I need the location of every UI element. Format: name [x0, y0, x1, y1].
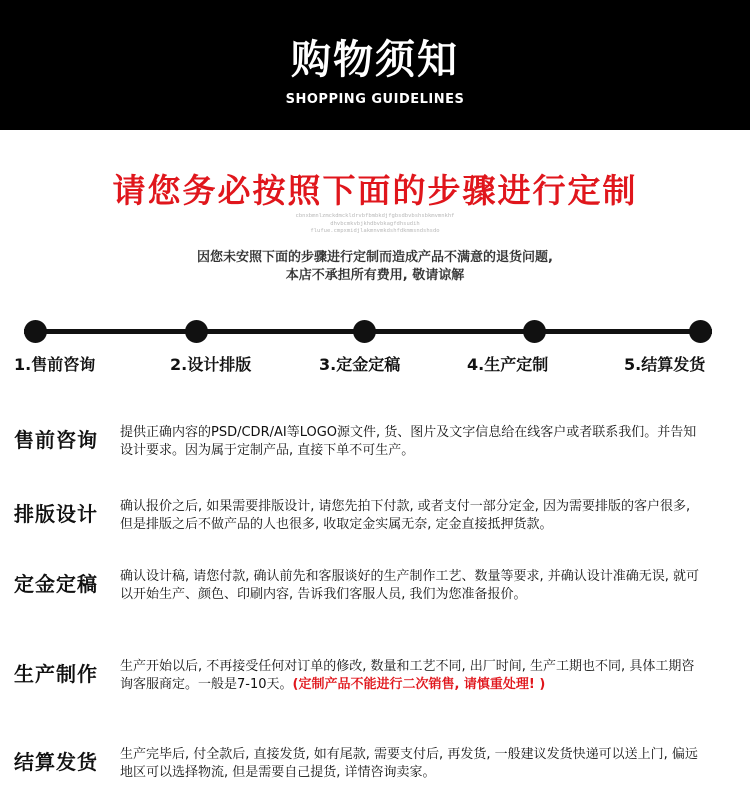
page-title: 购物须知	[291, 36, 459, 83]
warning-text: (定制产品不能进行二次销售, 请慎重处理! )	[292, 677, 546, 692]
headline: 请您务必按照下面的步骤进行定制	[112, 171, 638, 210]
step-timeline	[24, 320, 712, 344]
section-body: 提供正确内容的PSD/CDR/AI等LOGO源文件, 货、图片及文字信息给在线客户或者联系我们。并告知设计要求。因为属于定制产品, 直接下单不可生产。	[120, 425, 697, 458]
filler-line: dhvbcmkvbjkhdbvbkagfdhsudih	[330, 220, 420, 227]
section-body: 确认设计稿, 请您付款, 确认前先和客服谈好的生产制作工艺、数量等要求, 并确认设计准确无误, 就可以开始生产、颜色、印刷内容, 告诉我们客服人员, 我们为您准备报价。	[120, 569, 700, 602]
notice-line: 因您未安照下面的步骤进行定制而造成产品不满意的退货问题,	[197, 250, 553, 265]
step-label: 1.售前咨询	[14, 355, 96, 374]
step-label: 2.设计排版	[170, 355, 252, 374]
timeline-dot	[24, 320, 47, 343]
step-label: 4.生产定制	[467, 355, 549, 374]
section-title: 排版设计	[14, 502, 98, 526]
section-body: 生产完毕后, 付全款后, 直接发货, 如有尾款, 需要支付后, 再发货, 一般建议发货快递可以送上门, 偏远地区可以选择物流, 但是需要自己提货, 详情咨询卖家。	[120, 747, 698, 780]
timeline-dot	[523, 320, 546, 343]
notice-line: 本店不承担所有费用, 敬请谅解	[285, 268, 465, 283]
section-body	[120, 658, 706, 694]
section-title: 售前咨询	[14, 428, 98, 452]
header-banner	[0, 0, 750, 130]
section-title: 生产制作	[14, 662, 98, 686]
section-body: 确认报价之后, 如果需要排版设计, 请您先拍下付款, 或者支付一部分定金, 因为需要排版的客户很多, 但是排版之后不做产品的人也很多, 收取定金实属无奈, 定金直接抵押货款。	[120, 499, 691, 532]
section-title: 定金定稿	[14, 572, 98, 596]
timeline-dot	[689, 320, 712, 343]
section-body-text: 生产开始以后, 不再接受任何对订单的修改, 数量和工艺不同, 出厂时间, 生产工期也不同, 具体工期咨询客服商定。一般是7-10天。	[120, 659, 695, 692]
step-label: 5.结算发货	[624, 355, 706, 374]
section-title: 结算发货	[14, 750, 98, 774]
decorative-filler-text	[200, 213, 550, 236]
notice	[0, 249, 750, 285]
filler-line: flufue.cmpxmidjlakmnvmkdshfdkmmsndshsdo	[310, 228, 440, 234]
timeline-dot	[185, 320, 208, 343]
step-label: 3.定金定稿	[319, 355, 401, 374]
filler-line: cbnxbmnlzmckdmckldrvbfbmbkdjfgbsdbvbshsbkmvmnkhf	[295, 213, 455, 219]
timeline-dot	[353, 320, 376, 343]
page-subtitle: SHOPPING GUIDELINES	[285, 92, 465, 107]
